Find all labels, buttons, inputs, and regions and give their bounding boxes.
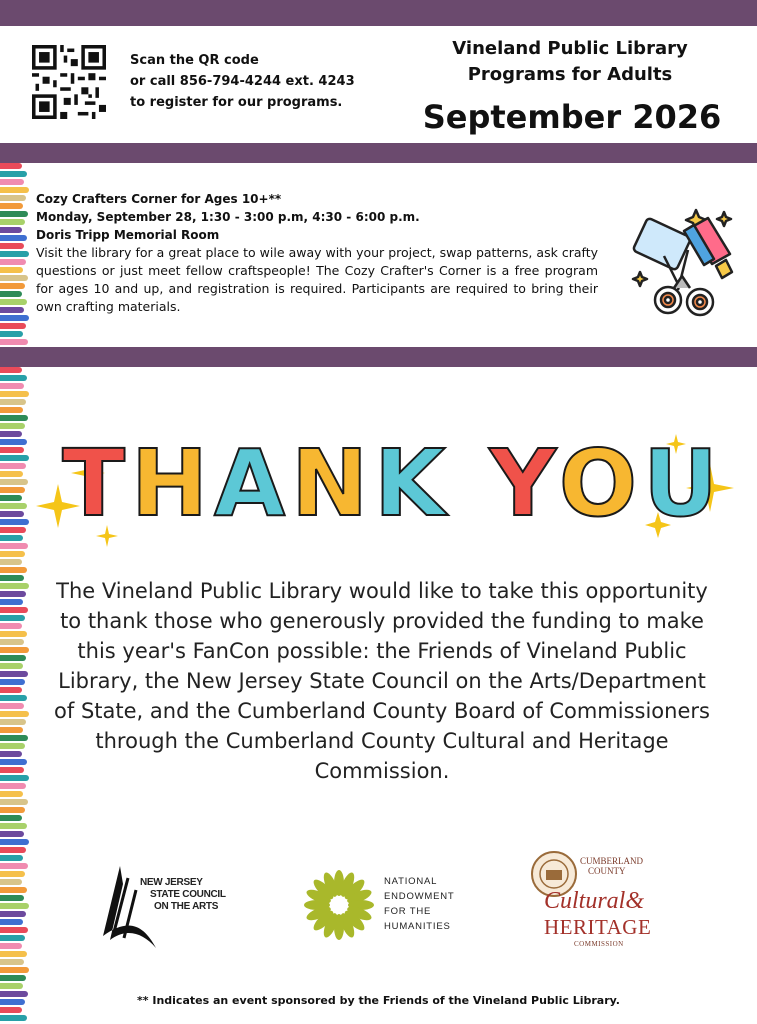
thank-you-letter: H xyxy=(130,430,214,537)
pencil-stripe xyxy=(0,735,28,741)
pencil-stripe xyxy=(0,283,25,289)
pencil-stripe xyxy=(0,415,28,421)
pencil-stripe xyxy=(0,307,24,313)
pencil-stripe xyxy=(0,607,28,613)
scan-line-2: or call 856-794-4244 ext. 4243 xyxy=(130,74,355,89)
pencil-stripe xyxy=(0,839,29,845)
pencil-stripe xyxy=(0,235,27,241)
pencil-stripe xyxy=(0,599,23,605)
pencil-stripe xyxy=(0,251,29,257)
pencil-stripe xyxy=(0,879,22,885)
thank-you-letter: N xyxy=(291,430,375,537)
pencil-stripe xyxy=(0,219,25,225)
thank-you-letter: T xyxy=(62,430,131,537)
pencil-stripe xyxy=(0,711,29,717)
pencil-border-bottom xyxy=(0,367,30,1024)
neh-logo xyxy=(302,866,472,946)
event-name: Cozy Crafters Corner for Ages 10+** xyxy=(36,192,282,206)
neh-line-2: ENDOWMENT xyxy=(384,891,455,902)
thank-you-letter: O xyxy=(558,430,644,537)
pencil-stripe xyxy=(0,171,27,177)
pencil-stripe xyxy=(0,615,25,621)
thank-you-heading xyxy=(30,420,757,550)
pencil-stripe xyxy=(0,267,23,273)
pencil-stripe xyxy=(0,703,24,709)
pencil-stripe xyxy=(0,775,29,781)
pencil-stripe xyxy=(0,383,24,389)
event-listing xyxy=(36,190,598,316)
pencil-stripe xyxy=(0,375,27,381)
event-date: Monday, September 28, 1:30 - 3:00 p.m, 4:30 - 6:00 p.m. xyxy=(36,210,420,224)
pencil-stripe xyxy=(0,299,27,305)
pencil-stripe xyxy=(0,799,28,805)
pencil-stripe xyxy=(0,471,23,477)
pencil-stripe xyxy=(0,863,28,869)
cchc-line-3: Cultural& xyxy=(544,888,645,914)
cchc-line-2: COUNTY xyxy=(588,866,626,876)
pencil-stripe xyxy=(0,631,27,637)
neh-sunburst-icon xyxy=(302,868,376,942)
pencil-stripe xyxy=(0,847,26,853)
pencil-stripe xyxy=(0,791,23,797)
page-title xyxy=(415,36,725,88)
cchc-line-5: COMMISSION xyxy=(574,940,624,948)
header-divider-band xyxy=(0,143,757,163)
pencil-stripe xyxy=(0,163,22,169)
pencil-stripe xyxy=(0,511,24,517)
pencil-stripe xyxy=(0,431,22,437)
neh-line-3: FOR THE xyxy=(384,906,432,917)
pencil-stripe xyxy=(0,759,27,765)
pencil-stripe xyxy=(0,495,22,501)
pencil-stripe xyxy=(0,243,24,249)
pencil-stripe xyxy=(0,959,24,965)
pencil-stripe xyxy=(0,535,23,541)
pencil-stripe xyxy=(0,639,24,645)
pencil-stripe xyxy=(0,203,23,209)
pencil-stripe xyxy=(0,487,25,493)
pencil-stripe xyxy=(0,807,25,813)
pencil-stripe xyxy=(0,315,29,321)
event-divider-band xyxy=(0,347,757,367)
pencil-stripe xyxy=(0,503,27,509)
pencil-stripe xyxy=(0,975,26,981)
pencil-stripe xyxy=(0,823,27,829)
pencil-stripe xyxy=(0,211,28,217)
pencil-stripe xyxy=(0,671,28,677)
pencil-stripe xyxy=(0,399,26,405)
pencil-stripe xyxy=(0,815,22,821)
pencil-stripe xyxy=(0,951,27,957)
pencil-stripe xyxy=(0,591,26,597)
neh-line-1: NATIONAL xyxy=(384,876,438,887)
top-band xyxy=(0,0,757,26)
pencil-stripe xyxy=(0,455,29,461)
pencil-stripe xyxy=(0,259,26,265)
event-description: Visit the library for a great place to wile away with your project, swap patterns, ask crafty questions or just meet fellow craftspeople! The Cozy Crafter's Corner is a free program for ages 10 and up, and registration is required. Participants are required to bring their own crafting materials. xyxy=(36,245,598,314)
pencil-stripe xyxy=(0,323,26,329)
pencil-stripe xyxy=(0,727,23,733)
neh-line-4: HUMANITIES xyxy=(384,921,451,932)
pencil-stripe xyxy=(0,543,28,549)
qr-code-icon[interactable] xyxy=(32,45,106,119)
pencil-stripe xyxy=(0,655,26,661)
pencil-stripe xyxy=(0,871,25,877)
event-room: Doris Tripp Memorial Room xyxy=(36,228,220,242)
cchc-logo xyxy=(530,848,660,958)
scan-line-1: Scan the QR code xyxy=(130,53,259,68)
pencil-stripe xyxy=(0,967,29,973)
pencil-stripe xyxy=(0,663,23,669)
pencil-stripe xyxy=(0,855,23,861)
pencil-stripe xyxy=(0,551,25,557)
njsca-line-1: NEW JERSEY xyxy=(140,877,203,888)
pencil-stripe xyxy=(0,195,26,201)
pencil-stripe xyxy=(0,695,27,701)
pencil-stripe xyxy=(0,623,22,629)
cchc-line-1: CUMBERLAND xyxy=(580,856,644,866)
pencil-stripe xyxy=(0,919,23,925)
pencil-stripe xyxy=(0,559,22,565)
njsca-line-2: STATE COUNCIL xyxy=(150,889,226,900)
pencil-stripe xyxy=(0,719,26,725)
pencil-stripe xyxy=(0,895,24,901)
pencil-stripe xyxy=(0,767,24,773)
title-line-2: Programs for Adults xyxy=(467,64,673,85)
pencil-stripe xyxy=(0,679,25,685)
pencil-stripe xyxy=(0,179,24,185)
pencil-stripe xyxy=(0,903,29,909)
thank-you-letter: Y xyxy=(489,430,559,537)
pencil-stripe xyxy=(0,1007,22,1013)
title-line-1: Vineland Public Library xyxy=(452,38,688,59)
scan-line-3: to register for our programs. xyxy=(130,95,343,110)
pencil-stripe xyxy=(0,463,26,469)
pencil-stripe xyxy=(0,407,23,413)
pencil-stripe xyxy=(0,783,26,789)
pencil-stripe xyxy=(0,927,28,933)
thank-you-letter xyxy=(451,430,489,537)
thank-you-letter: K xyxy=(374,430,452,537)
pencil-stripe xyxy=(0,479,28,485)
pencil-stripe xyxy=(0,339,28,345)
svg-text:THANK YOU xyxy=(62,430,724,537)
pencil-stripe xyxy=(0,187,29,193)
pencil-stripe xyxy=(0,751,22,757)
thank-you-message: The Vineland Public Library would like to take this opportunity to thank those who generously provided the funding to make this year's FanCon possible: the Friends of Vineland Public Library, the New Jersey State Council on the Arts/Department of State, and the Cumberland County Board of Commissioners through the Cumberland County Cultural and Heritage Commission. xyxy=(54,579,710,783)
thank-you-letter: U xyxy=(643,430,724,537)
pencil-stripe xyxy=(0,291,22,297)
pencil-stripe xyxy=(0,527,26,533)
pencil-stripe xyxy=(0,567,27,573)
pencil-stripe xyxy=(0,687,22,693)
pencil-stripe xyxy=(0,227,22,233)
pencil-stripe xyxy=(0,391,29,397)
pencil-stripe xyxy=(0,519,29,525)
njsca-line-3: ON THE ARTS xyxy=(154,901,219,912)
pencil-stripe xyxy=(0,887,27,893)
pencil-stripe xyxy=(0,275,28,281)
pencil-stripe xyxy=(0,831,24,837)
thank-you-letter: A xyxy=(213,430,292,537)
pencil-stripe xyxy=(0,983,23,989)
pencil-stripe xyxy=(0,935,25,941)
pencil-stripe xyxy=(0,575,24,581)
cchc-line-4: HERITAGE xyxy=(544,915,652,939)
month-heading: September 2026 xyxy=(422,98,722,136)
pencil-stripe xyxy=(0,439,27,445)
registration-info xyxy=(130,50,355,113)
sponsor-footnote: ** Indicates an event sponsored by the Friends of the Vineland Public Library. xyxy=(137,994,620,1007)
pencil-stripe xyxy=(0,943,22,949)
pencil-stripe xyxy=(0,423,25,429)
pencil-stripe xyxy=(0,911,26,917)
pencil-stripe xyxy=(0,367,22,373)
pencil-border-top xyxy=(0,163,30,347)
pencil-stripe xyxy=(0,647,29,653)
pencil-stripe xyxy=(0,583,29,589)
njsca-logo xyxy=(98,866,258,950)
pencil-stripe xyxy=(0,1015,27,1021)
craft-supplies-icon xyxy=(624,206,740,322)
pencil-stripe xyxy=(0,331,23,337)
pencil-stripe xyxy=(0,743,25,749)
pencil-stripe xyxy=(0,447,24,453)
